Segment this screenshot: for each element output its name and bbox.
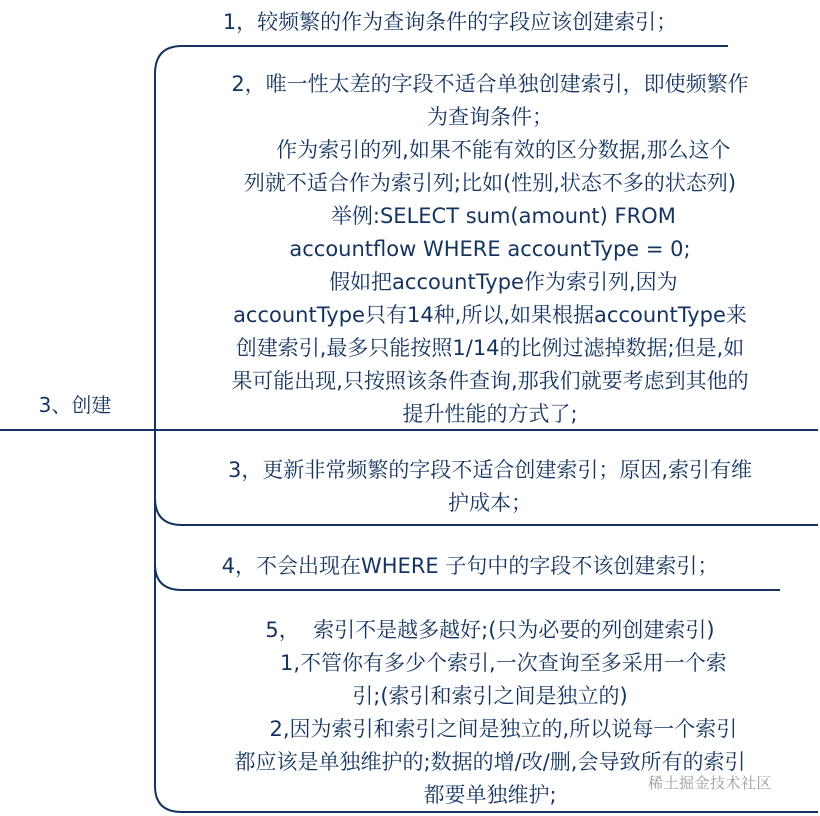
branch-node-1 xyxy=(170,6,730,39)
branch-2-line: 列就不适合作为索引列;比如(性别,状态不多的状态列) xyxy=(243,171,737,195)
branch-2-line: 果可能出现,只按照该条件查询,那我们就要考虑到其他的 xyxy=(231,369,749,393)
branch-2-line: 2，唯一性太差的字段不适合单独创建索引，即使频繁作 xyxy=(231,72,749,96)
branch-2-line: 为查询条件； xyxy=(427,105,553,129)
branch-2-line: 创建索引,最多只能按照1/14的比例过滤掉数据;但是,如 xyxy=(235,336,745,360)
branch-4-line: 4，不会出现在WHERE 子句中的字段不该创建索引； xyxy=(221,554,719,578)
branch-3-line: 护成本； xyxy=(448,491,532,515)
branch-1-line: 1，较频繁的作为查询条件的字段应该创建索引； xyxy=(222,10,678,34)
branch-5-line: 1,不管你有多少个索引,一次查询至多采用一个索 xyxy=(253,651,727,675)
root-node xyxy=(0,389,150,421)
branch-5-line: 都应该是单独维护的;数据的增/改/删,会导致所有的索引 xyxy=(234,750,746,774)
branch-2-line: 假如把accountType作为索引列,因为 xyxy=(302,270,678,294)
branch-5-line: 引;(索引和索引之间是独立的) xyxy=(352,684,628,708)
branch-5-line: 5， 索引不是越多越好;(只为必要的列创建索引) xyxy=(265,618,715,642)
branch-2-line: accountflow WHERE accountType = 0; xyxy=(289,237,691,261)
watermark-text: 稀土掘金技术社区 xyxy=(648,774,773,792)
branch-2-line: 作为索引的列,如果不能有效的区分数据,那么这个 xyxy=(249,138,731,162)
branch-node-4 xyxy=(170,550,770,583)
branch-2-line: 提升性能的方式了; xyxy=(402,402,578,426)
branch-2-line: 举例:SELECT sum(amount) FROM xyxy=(304,204,676,228)
branch-3-line: 3，更新非常频繁的字段不适合创建索引；原因,索引有维 xyxy=(227,458,753,482)
branch-2-line: accountType只有14种,所以,如果根据accountType来 xyxy=(233,303,747,327)
branch-5-line: 都要单独维护; xyxy=(423,783,557,807)
branch-node-3 xyxy=(170,454,810,520)
branch-node-2 xyxy=(170,68,810,431)
root-label: 3、创建 xyxy=(38,393,112,417)
branch-5-line: 2,因为索引和索引之间是独立的,所以说每一个索引 xyxy=(242,717,738,741)
